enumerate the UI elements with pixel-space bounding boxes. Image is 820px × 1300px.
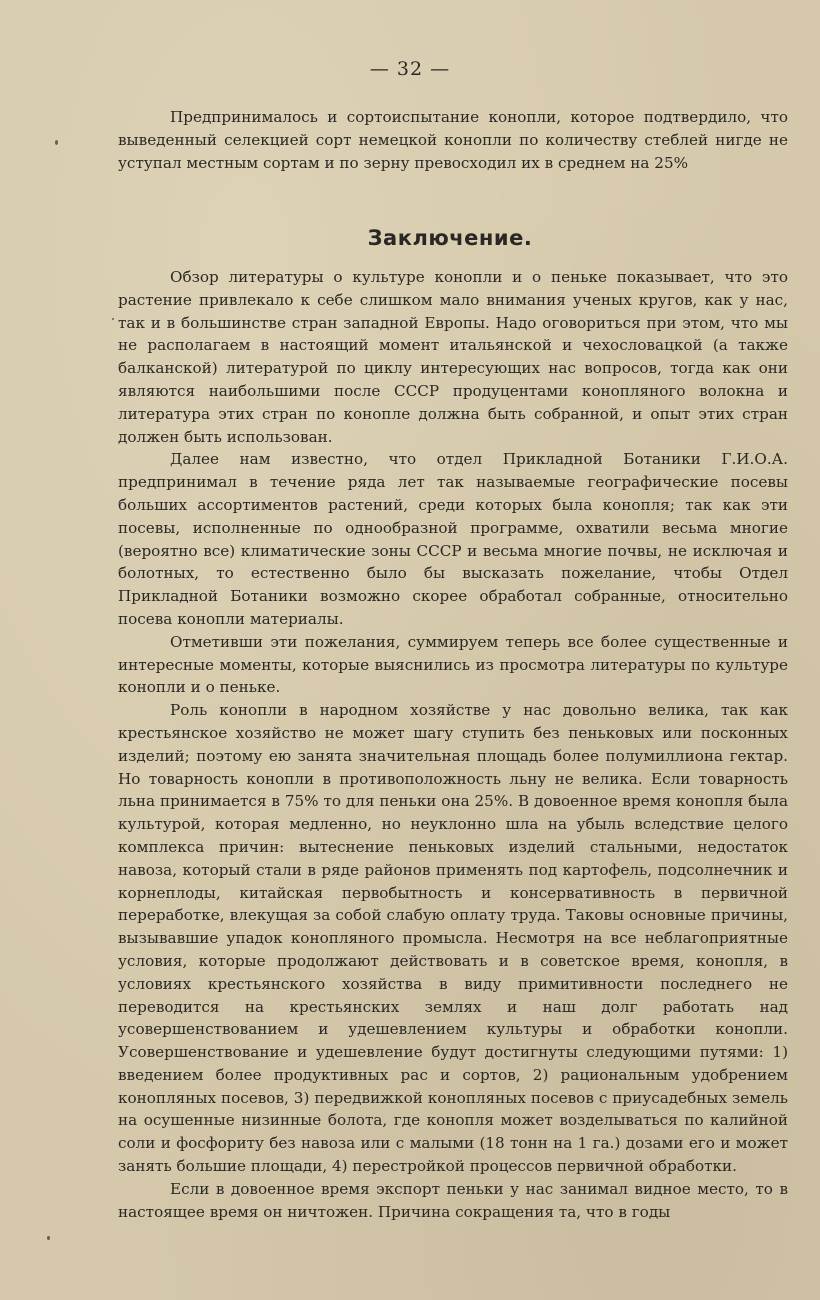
paragraph-2: Далее нам известно, что отдел Прикладной Ботаники Г.И.О.А. предпринимал в течение ряда лет так называемые географические посевы больших ассортиментов растений, среди которых была конопля; так как эти посевы, исполненные по однообразной программе, охватили весьма многие (вероятно все) климатические зоны СССР и весьма многие почвы, не исключая и болотных, то естественно было бы высказать пожелание, чтобы Отдел Прикладной Ботаники возможно скорее обработал собранные, относительно посева конопли материалы. xyxy=(118,450,788,628)
page-number: — 32 — xyxy=(369,58,451,80)
intro-paragraph: Предпринималось и сортоиспытание конопли, которое подтвердило, что выведенный селекцией сорт немецкой конопли по количеству стеблей нигде не уступал местным сортам и по зерну превосходил их в среднем на 25% xyxy=(118,108,788,172)
paragraph-3: Отметивши эти пожелания, суммируем теперь все более существенные и интересные моменты, которые выяснились из просмотра литературы по культуре конопли и о пеньке. xyxy=(118,632,788,697)
paper-speck xyxy=(55,140,58,145)
paper-speck xyxy=(47,1236,50,1240)
conclusion-body xyxy=(118,266,788,1223)
paragraph-5: Если в довоенное время экспорт пеньки у нас занимал видное место, то в настоящее время он ничтожен. Причина сокращения та, что в годы xyxy=(118,1179,788,1221)
paragraph-1: Обзор литературы о культуре конопли и о пеньке показывает, что это растение привлекало к себе слишком мало внимания ученых кругов, как у нас, так и в большинстве стран западной Европы. Надо оговориться при этом, что мы не располагаем в настоящий момент итальянской и чехословацкой (а также балканской) литературой по циклу интересующих нас вопросов, тогда как они являются наибольшими после СССР продуцентами конопляного волокна и литература этих стран по конопле должна быть собранной, и опыт этих стран должен быть использован. xyxy=(118,268,788,446)
section-heading: Заключение. xyxy=(367,226,533,250)
paper-speck xyxy=(112,318,114,320)
intro-section xyxy=(118,106,788,174)
paragraph-4: Роль конопли в народном хозяйстве у нас довольно велика, так как крестьянское хозяйство не может шагу ступить без пеньковых или посконных изделий; поэтому ею занята значительная площадь более полумиллиона гектар. Но товарность конопли в противоположность льну не велика. Если товарность льна принимается в 75% то для пеньки она 25%. В довоенное время конопля была культурой, которая медленно, но неуклонно шла на убыль вследствие целого комплекса причин: вытеснение пеньковых изделий стальными, недостаток навоза, который стали в ряде районов применять под картофель, подсолнечник и корнеплоды, китайская первобытность и консервативность в первичной переработке, влекущая за собой слабую оплату труда. Таковы основные причины, вызывавшие упадок конопляного промысла. Несмотря на все неблагоприятные условия, которые продолжают действовать и в советское время, конопля, в условиях крестьянского хозяйства в виду примитивности последнего не переводится на крестьянских землях и наш долг работать над усовершенствованием и удешевлением культуры и обработки конопли. Усовершенствование и удешевление будут достигнуты следующими путями: 1) введением более продуктивных рас и сортов, 2) рациональным удобрением конопляных посевов, 3) передвижкой конопляных посевов с приусадебных земель на осушенные низинные болота, где конопля может возделываться по калийной соли и фосфориту без навоза или с малыми (18 тонн на 1 га.) дозами его и может занять большие площади, 4) перестройкой процессов первичной обработки. xyxy=(118,701,788,1176)
